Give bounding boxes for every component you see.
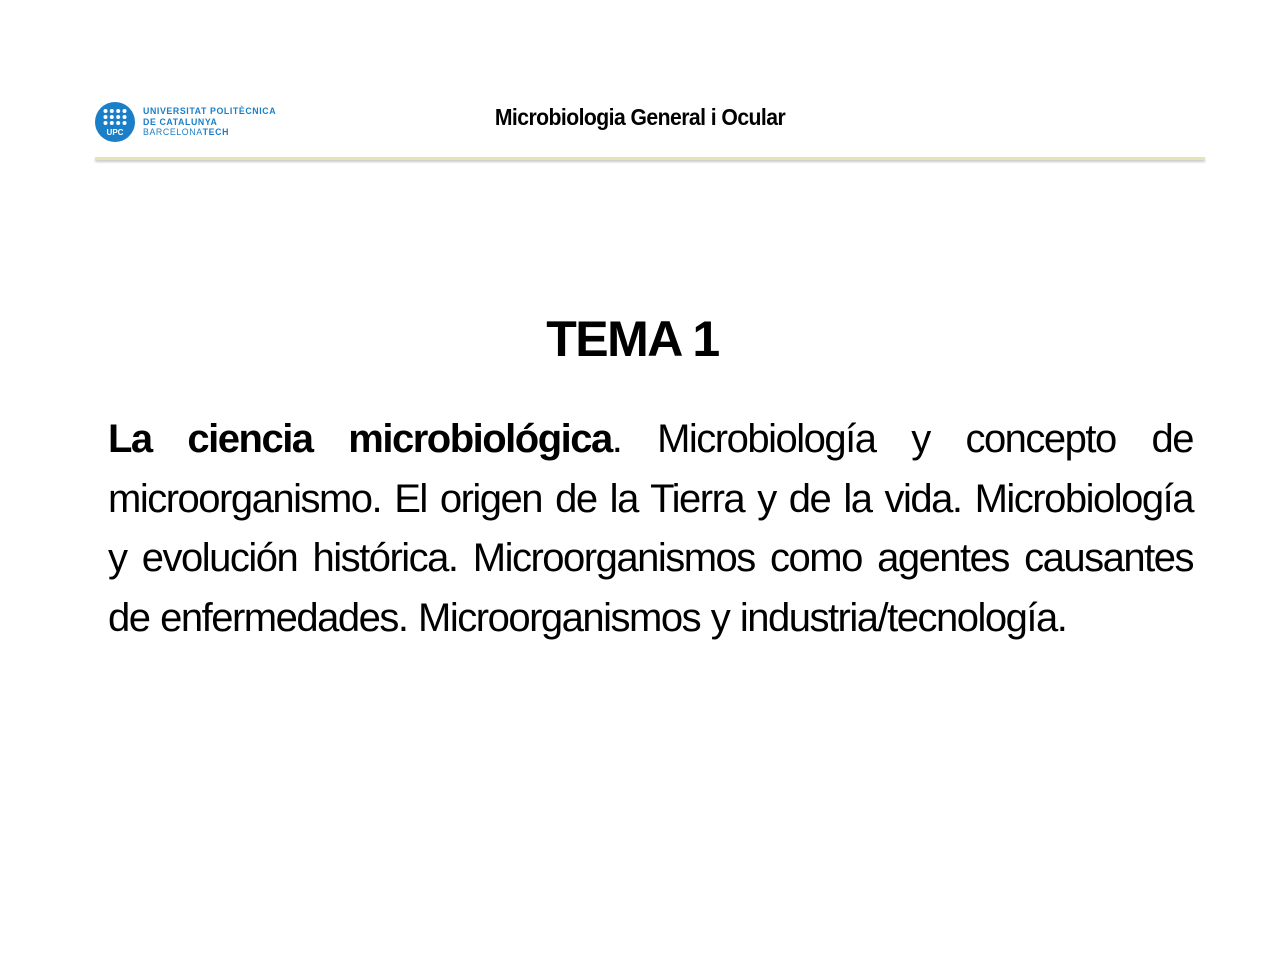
course-title: Microbiologia General i Ocular [494,104,786,130]
upc-logo-mark-text: UPC [106,128,124,137]
logo-line-2: DE CATALUNYA [143,116,218,127]
logo-line-1: UNIVERSITAT POLITÈCNICA [143,106,277,117]
slide-title: TEMA 1 [546,311,719,367]
slide-header [95,96,1205,156]
logo-line-3-regular: BARCELONA [143,127,203,138]
slide-body-lead: La ciencia microbiológica [108,417,612,461]
header-divider [95,157,1205,160]
logo-line-3-bold: TECH [202,127,230,138]
slide-body [108,410,1193,648]
upc-logo-mark-icon [95,102,135,142]
slide-body-text: . Microbiología y concepto de microorganismo. El origen de la Tierra y de la vida. Microbiología y evolución histórica. Microorganismos como agentes causantes de enfermedades. Microorganismos y industria/tecnología. [108,417,1193,640]
